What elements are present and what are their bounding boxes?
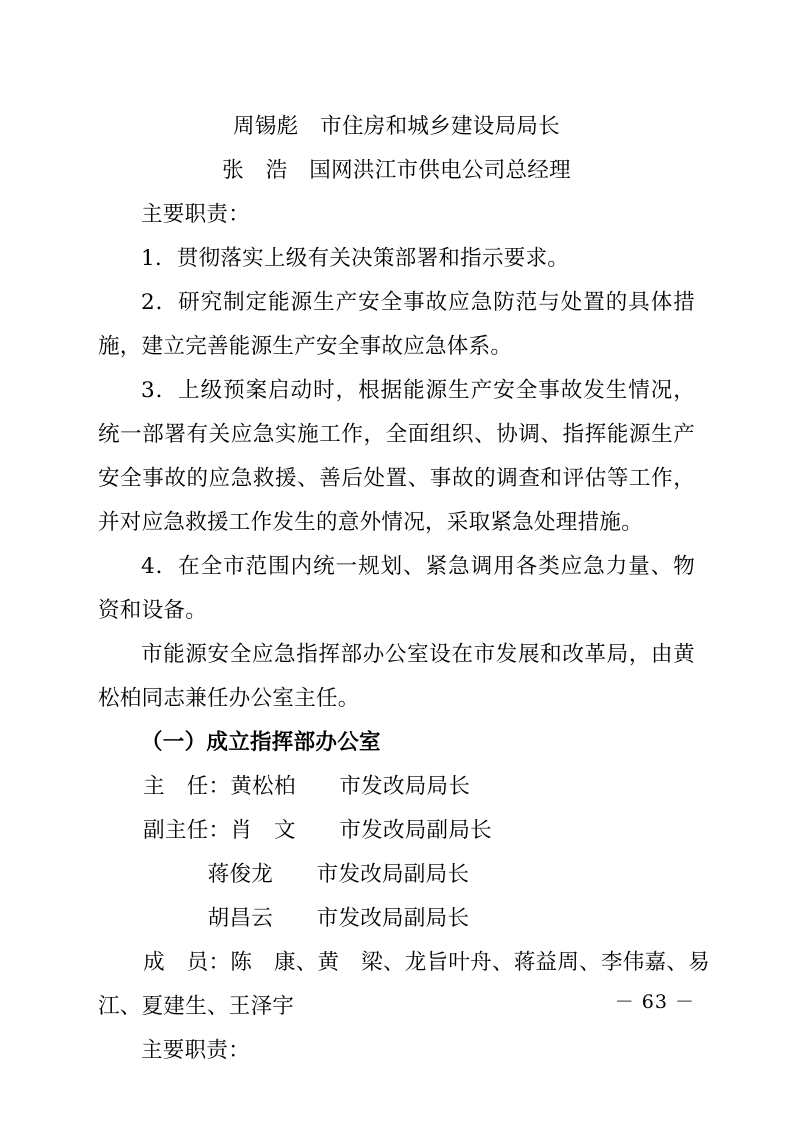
duty-item-4: 4．在全市范围内统一规划、紧急调用各类应急力量、物资和设备。 — [98, 554, 695, 623]
page-number: － 63 － — [614, 991, 695, 1013]
main-duties-label-2: 主要职责： — [141, 1038, 251, 1063]
main-duties-label-1: 主要职责： — [141, 202, 251, 227]
duty-item-2: 2．研究制定能源生产安全事故应急防范与处置的具体措施，建立完善能源生产安全事故应急体系。 — [98, 290, 695, 359]
roster-deputy-director-3: 胡昌云 市发改局副局长 — [207, 906, 470, 931]
roster-line-zhou: 周锡彪 市住房和城乡建设局局长 — [232, 114, 560, 139]
roster-director: 主 任：黄松柏 市发改局局长 — [143, 774, 471, 799]
roster-line-zhang: 张 浩 国网洪江市供电公司总经理 — [222, 158, 571, 183]
roster-deputy-director-2: 蒋俊龙 市发改局副局长 — [207, 862, 470, 887]
duty-item-1: 1．贯彻落实上级有关决策部署和指示要求。 — [141, 246, 570, 271]
section-heading-office: （一）成立指挥部办公室 — [141, 730, 381, 755]
document-body — [98, 105, 710, 1073]
office-location-para: 市能源安全应急指挥部办公室设在市发展和改革局，由黄松柏同志兼任办公室主任。 — [98, 642, 695, 711]
roster-members-continued: 江、夏建生、王泽宇 — [98, 994, 295, 1019]
duty-item-3: 3．上级预案启动时，根据能源生产安全事故发生情况，统一部署有关应急实施工作，全面组织、协调、指挥能源生产安全事故的应急救援、善后处置、事故的调查和评估等工作，并对应急救援工作发生的意外情况，采取紧急处理措施。 — [98, 378, 695, 535]
roster-members: 成 员：陈 康、黄 梁、龙旨叶舟、蒋益周、李伟嘉、易 — [143, 950, 710, 975]
roster-deputy-director-1: 副主任：肖 文 市发改局副局长 — [143, 818, 492, 843]
